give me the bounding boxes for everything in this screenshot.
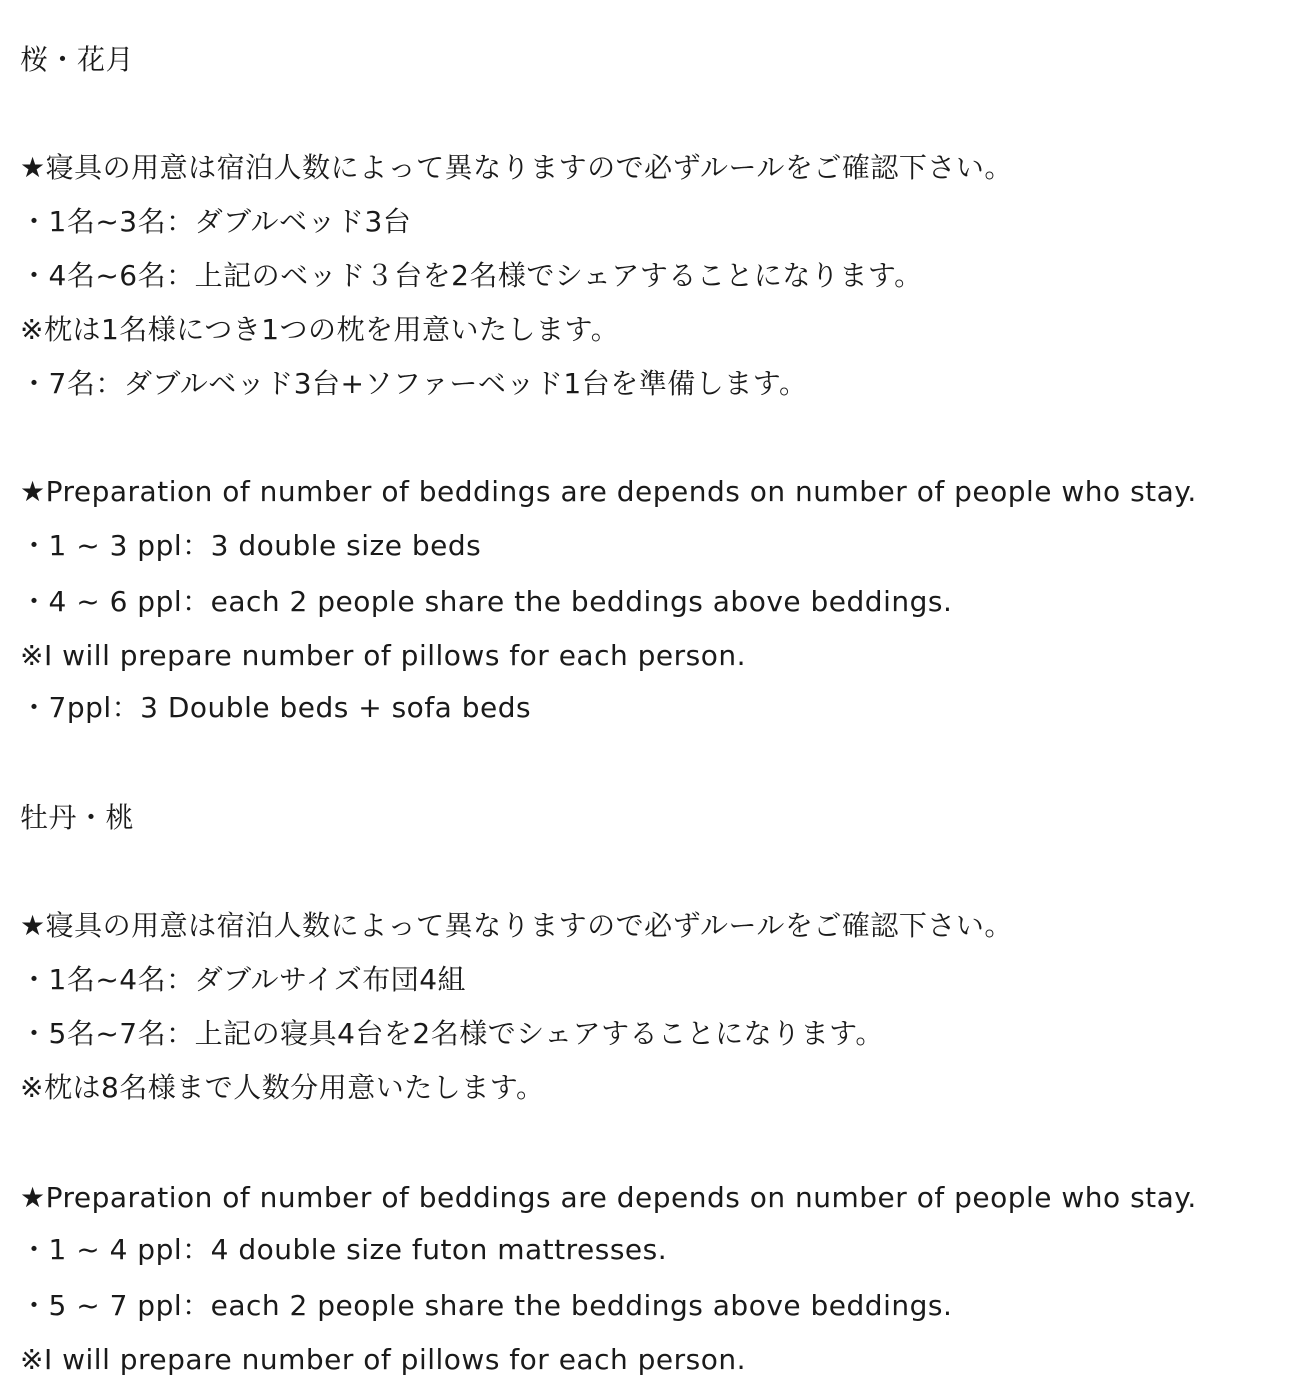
en-rule-line: ・1 ~ 3 ppl：3 double size beds <box>20 529 482 562</box>
en-rules-heading: ★Preparation of number of beddings are depends on number of people who stay. <box>20 1181 1197 1214</box>
jp-rule-line: ・7名：ダブルベッド3台+ソファーベッド1台を準備します。 <box>20 367 808 400</box>
jp-rules-heading: ★寝具の用意は宿泊人数によって異なりますので必ずルールをご確認下さい。 <box>20 151 1013 184</box>
en-rule-line: ・1 ~ 4 ppl：4 double size futon mattresses. <box>20 1233 668 1266</box>
jp-rules-heading: ★寝具の用意は宿泊人数によって異なりますので必ずルールをご確認下さい。 <box>20 909 1013 942</box>
jp-rule-line: ・4名~6名：上記のベッド３台を2名様でシェアすることになります。 <box>20 259 923 292</box>
en-rule-line: ・4 ~ 6 ppl：each 2 people share the beddings above beddings. <box>20 585 953 618</box>
jp-rule-note: ※枕は1名様につき1つの枕を用意いたします。 <box>20 313 620 346</box>
en-rule-line: ・5 ~ 7 ppl：each 2 people share the beddings above beddings. <box>20 1289 953 1322</box>
en-rule-note: ※I will prepare number of pillows for each person. <box>20 1343 747 1376</box>
jp-rule-note: ※枕は8名様まで人数分用意いたします。 <box>20 1071 545 1104</box>
en-rule-note: ※I will prepare number of pillows for each person. <box>20 639 747 672</box>
en-rules-heading: ★Preparation of number of beddings are depends on number of people who stay. <box>20 475 1197 508</box>
jp-rule-line: ・1名~3名：ダブルベッド3台 <box>20 205 412 238</box>
section-title-botan-momo: 牡丹・桃 <box>20 801 135 834</box>
jp-rule-line: ・1名~4名：ダブルサイズ布団4組 <box>20 963 467 996</box>
section-title-sakura-kagetsu: 桜・花月 <box>20 43 135 76</box>
jp-rule-line: ・5名~7名：上記の寝具4台を2名様でシェアすることになります。 <box>20 1017 884 1050</box>
en-rule-line: ・7ppl：3 Double beds + sofa beds <box>20 691 532 724</box>
